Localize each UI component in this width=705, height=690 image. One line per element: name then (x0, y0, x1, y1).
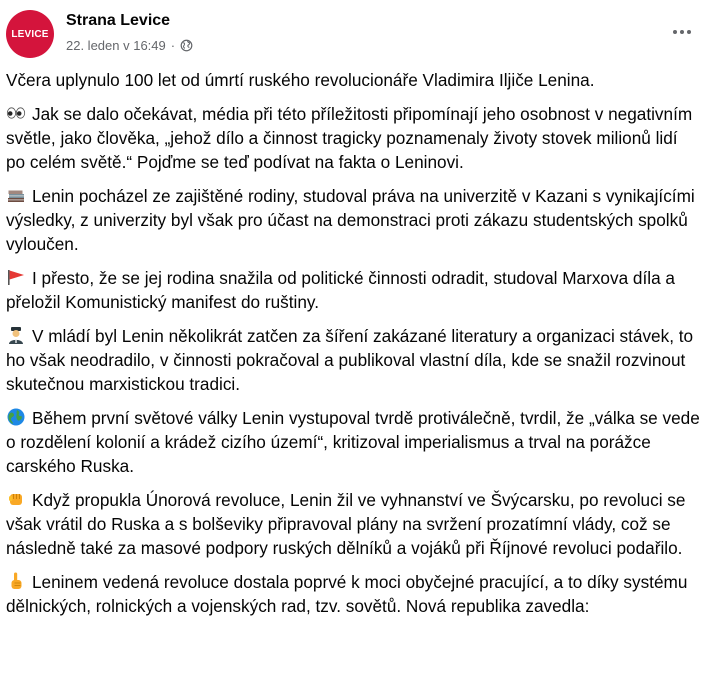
paragraph-text: Během první světové války Lenin vystupoval tvrdě protiválečně, tvrdil, že „válka se vede o rozdělení kolonií a krádež cizího území“, kritizoval imperialismus a trval na porážce carského Ruska. (6, 408, 700, 476)
post-paragraph-7 (6, 488, 700, 560)
paragraph-text: I přesto, že se jej rodina snažila od politické činnosti odradit, studoval Marxova díla a přeložil Komunistický manifest do ruštiny. (6, 268, 675, 312)
police-officer-icon (6, 325, 26, 345)
globe-icon[interactable] (180, 39, 193, 52)
raised-fist-icon (6, 489, 26, 509)
post-meta (66, 38, 193, 53)
page-name-link[interactable]: Strana Levice (66, 12, 171, 29)
post-paragraph-5 (6, 324, 700, 396)
post-paragraph-3 (6, 184, 700, 256)
paragraph-text: Leninem vedená revoluce dostala poprvé k moci obyčejné pracující, a to díky systému dělnických, rolnických a vojenských rad, tzv. sovětů. Nová republika zavedla: (6, 572, 688, 616)
more-options-icon (672, 30, 693, 34)
post-paragraph-6 (6, 406, 700, 478)
paragraph-text: V mládí byl Lenin několikrát zatčen za šíření zakázané literatury a organizaci stávek, to ho však neodradilo, v činnosti pokračoval a publikoval vlastní díla, kde se snažil rozvinout skutečnou marxistickou tradici. (6, 326, 694, 394)
meta-separator: · (170, 38, 176, 53)
red-flag-icon (6, 267, 26, 287)
post-timestamp-link[interactable]: 22. leden v 16:49 (66, 38, 166, 53)
paragraph-text: Když propukla Únorová revoluce, Lenin žil ve vyhnanství ve Švýcarsku, po revoluci se však vrátil do Ruska a s bolševiky připravoval plány na svržení prozatímní vlády, což se následně také za masové podpory ruských dělníků a vojáků při Říjnové revoluci podařilo. (6, 490, 686, 558)
eyes-icon (6, 103, 26, 123)
post-paragraph-4 (6, 266, 700, 314)
paragraph-text: Včera uplynulo 100 let od úmrtí ruského revolucionáře Vladimira Iljiče Lenina. (6, 70, 595, 90)
post-body (6, 68, 700, 628)
post-paragraph-1 (6, 68, 700, 92)
paragraph-text: Jak se dalo očekávat, média při této příležitosti připomínají jeho osobnost v negativním světle, jako člověka, „jehož dílo a činnost tragicky poznamenaly životy stovek milionů lidí po celém světě.“ Pojďme se teď podívat na fakta o Leninovi. (6, 104, 693, 172)
post-header (0, 0, 705, 64)
more-options-button[interactable] (664, 18, 700, 46)
post-paragraph-2 (6, 102, 700, 174)
globe-earth-icon (6, 407, 26, 427)
avatar-logo-text: LEVICE (11, 28, 49, 40)
post-paragraph-8 (6, 570, 700, 618)
page-avatar[interactable] (6, 10, 54, 58)
pointing-up-icon (6, 571, 26, 591)
books-icon (6, 185, 26, 205)
paragraph-text: Lenin pocházel ze zajištěné rodiny, studoval práva na univerzitě v Kazani s vynikajícími výsledky, z univerzity byl však pro účast na demonstraci proti zákazu studentských spolků vyloučen. (6, 186, 695, 254)
